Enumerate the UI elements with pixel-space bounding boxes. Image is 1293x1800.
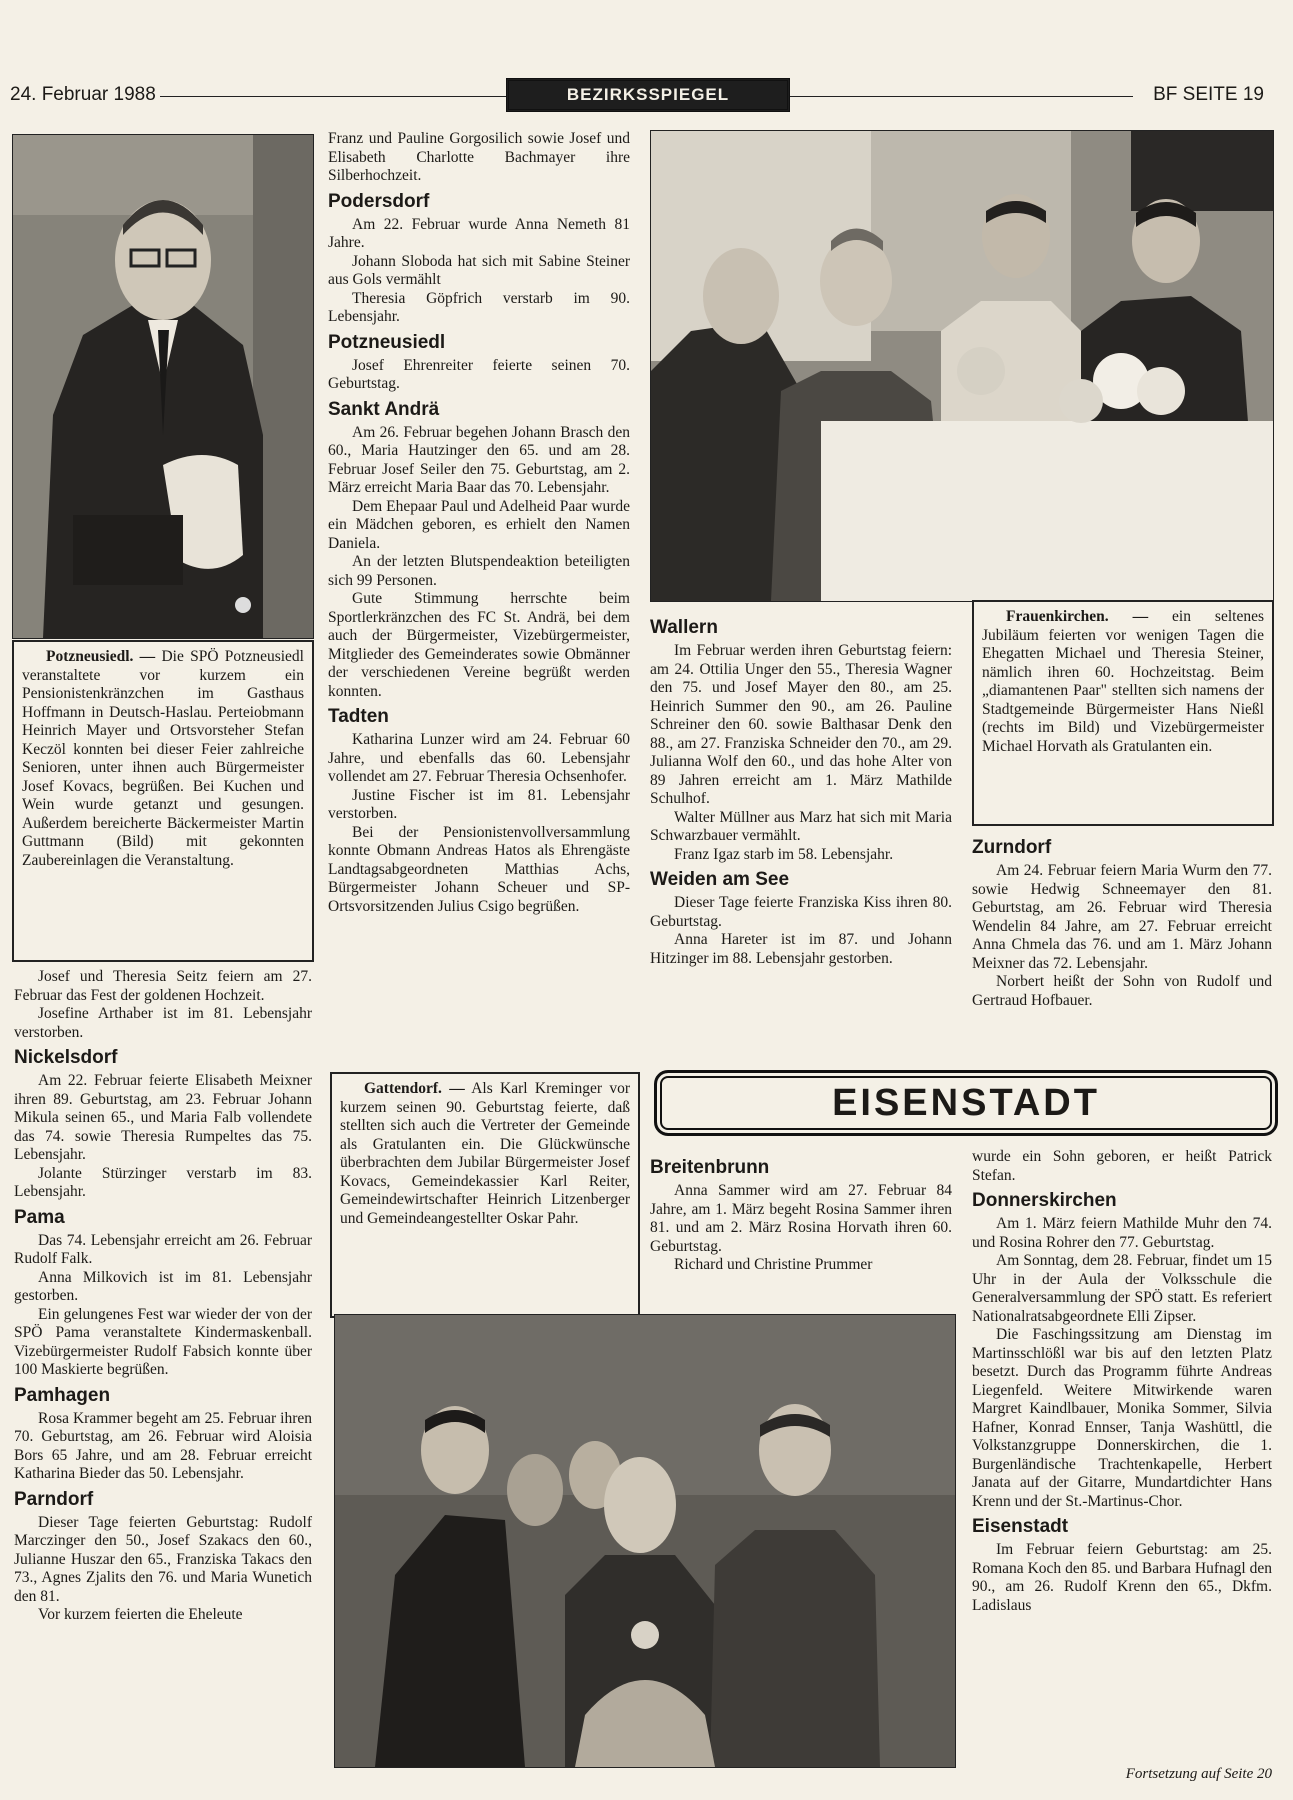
header-rule-right xyxy=(788,96,1133,97)
text-potzneusiedl-1: Josef Ehrenreiter feierte seinen 70. Geburtstag. xyxy=(328,356,630,392)
caption-text: Die SPÖ Potzneusiedl veranstaltete vor kurzem ein Pensionistenkränzchen im Gasthaus Hoffmann in Deutsch-Haslau. Perteiobmann Heinrich Mayer und Ortsvorsteher Stefan Keczöl konnten bei dieser Feier zahlreiche Senioren, unter ihnen auch Bürgermeister Josef Kovacs, begrüßen. Bei Kuchen und Wein wurde getanzt und gesungen. Außerdem bereicherte Bäckermeister Martin Guttmann (Bild) mit gekonnten Zaubereinlagen die Veranstaltung. xyxy=(22,648,304,869)
text-pamhagen-1: Rosa Krammer begeht am 25. Februar ihren 70. Geburtstag, am 26. Februar wird Aloisia Bors 65 Jahre, und am 28. Februar erreicht Katharina Bieder das 50. Lebensjahr. xyxy=(14,1409,312,1482)
continuation-note: Fortsetzung auf Seite 20 xyxy=(1125,1766,1272,1782)
text-pama-2: Anna Milkovich ist im 81. Lebensjahr gestorben. xyxy=(14,1268,312,1304)
header-rule-left xyxy=(156,96,506,97)
column-eisenstadt-a xyxy=(650,1152,952,1275)
column-2 xyxy=(328,130,630,916)
text-tadten-1: Katharina Lunzer wird am 24. Februar 60 Jahre, und ebenfalls das 60. Lebensjahr vollendet am 27. Februar Theresia Ochsenhofer. xyxy=(328,731,630,785)
heading-weiden: Weiden am See xyxy=(650,869,790,890)
heading-nickelsdorf: Nickelsdorf xyxy=(14,1047,118,1068)
heading-parndorf: Parndorf xyxy=(14,1488,94,1510)
frauenkirchen-text: ein seltenes Jubiläum feierten vor wenigen Tagen die Ehegatten Michael und Theresia Steiner, nämlich ihren 60. Hochzeitstag. Beim „diamantenen Paar" stellten sich namens der Stadtgemeinde Bürgermeister Hans Nießl (rechts im Bild) und Vizebürgermeister Michael Horvath als Gratulanten ein. xyxy=(982,608,1264,755)
text-tadten-2: Justine Fischer ist im 81. Lebensjahr verstorben. xyxy=(328,786,630,822)
text-wallern-1: Im Februar werden ihren Geburtstag feiern: am 24. Ottilia Unger den 55., Theresia Wagner den 75. und Josef Mayer den 80., am 25. Heinrich Summer den 90., am 26. Pauline Schreiner den 60. sowie Balthasar Denk den 88., am 27. Franziska Schneider den 70., am 29. Julianna Wolf den 60., und das hohe Alter von 89 Jahren erreicht am 1. März Mathilde Schulhof. xyxy=(650,642,952,807)
caption-frauenkirchen xyxy=(972,600,1274,826)
photo-magician xyxy=(12,134,314,639)
text-donnerskirchen-2: Am Sonntag, dem 28. Februar, findet um 15 Uhr in der Aula der Volksschule die Generalversammlung der SPÖ statt. Es referiert Nationalratsabgeordnete Elli Zipser. xyxy=(972,1252,1272,1325)
text-podersdorf-1: Am 22. Februar wurde Anna Nemeth 81 Jahre. xyxy=(328,215,630,251)
text-donnerskirchen-1: Am 1. März feiern Mathilde Muhr den 74. und Rosina Rohrer den 77. Geburtstag. xyxy=(972,1215,1272,1251)
text-zurndorf-2: Norbert heißt der Sohn von Rudolf und Gertraud Hofbauer. xyxy=(972,973,1272,1009)
page-number: BF SEITE 19 xyxy=(1149,84,1268,106)
heading-wallern: Wallern xyxy=(650,617,718,638)
heading-pamhagen: Pamhagen xyxy=(14,1384,111,1406)
text-weiden-2: Anna Hareter ist im 87. und Johann Hitzinger im 88. Lebensjahr gestorben. xyxy=(650,931,952,967)
photo-gattendorf-graphic xyxy=(335,1315,955,1767)
text-parndorf-2: Vor kurzem feierten die Eheleute xyxy=(38,1606,243,1623)
caption-gattendorf xyxy=(330,1072,640,1318)
page-header xyxy=(6,84,1268,108)
photo-frauenkirchen xyxy=(650,130,1274,602)
caption-potzneusiedl xyxy=(12,640,314,962)
text-sa-2: Dem Ehepaar Paul und Adelheid Paar wurde ein Mädchen geboren, es erhielt den Namen Daniela. xyxy=(328,497,630,552)
text-breitenbrunn-1: Anna Sammer wird am 27. Februar 84 Jahre, am 1. März begeht Rosina Sammer ihren 81. und am 2. März Rosina Horvath ihren 60. Geburtstag. xyxy=(650,1182,952,1255)
text-arthaber: Josefine Arthaber ist im 81. Lebensjahr verstorben. xyxy=(14,1005,312,1041)
text-breitenbrunn-2: Richard und Christine Prummer xyxy=(674,1256,873,1273)
frauenkirchen-lead: Frauenkirchen. — xyxy=(1006,608,1149,625)
heading-zurndorf: Zurndorf xyxy=(972,837,1052,858)
text-eisenstadt-1: Im Februar feiern Geburtstag: am 25. Romana Koch den 85. und Barbara Hufnagl den 90., am 26. Rudolf Krenn den 65., Dkfm. Ladislaus xyxy=(972,1541,1272,1614)
text-weiden-1: Dieser Tage feierte Franziska Kiss ihren 80. Geburtstag. xyxy=(650,894,952,930)
photo-magician-graphic xyxy=(13,135,313,638)
column-3 xyxy=(650,612,952,968)
text-sa-1: Am 26. Februar begehen Johann Brasch den 60., Maria Hautzinger den 65. und am 28. Februar Josef Seiler den 75. Geburtstag, am 2. März erreicht Maria Baar das 70. Lebensjahr. xyxy=(328,423,630,496)
text-podersdorf-2: Johann Sloboda hat sich mit Sabine Steiner aus Gols vermählt xyxy=(328,252,630,288)
text-pama-3: Ein gelungenes Fest war wieder der von der SPÖ Pama veranstaltete Kindermaskenball. Vizebürgermeister Rudolf Fabsich konnte über 100 Maskierte begrüßen. xyxy=(14,1305,312,1378)
column-4 xyxy=(972,832,1272,1010)
photo-frauenkirchen-graphic xyxy=(651,131,1273,601)
text-parndorf-1: Dieser Tage feierten Geburtstag: Rudolf Marczinger den 50., Josef Szakacs den 60., Julianne Huszar den 65., Franziska Takacs den 73., Agnes Zjalits den 76. und Maria Wunetich den 81. xyxy=(14,1513,312,1605)
heading-tadten: Tadten xyxy=(328,706,389,727)
heading-sankt-andrae: Sankt Andrä xyxy=(328,398,440,420)
caption-lead: Potzneusiedl. — xyxy=(46,648,156,665)
text-nickelsdorf-2: Jolante Stürzinger verstarb im 83. Lebensjahr. xyxy=(14,1164,312,1200)
text-wallern-3: Franz Igaz starb im 58. Lebensjahr. xyxy=(674,845,894,863)
gattendorf-text: Als Karl Kreminger vor kurzem seinen 90. Geburtstag feierte, daß stellten sich auch die Vertreter der Gemeinde als Gratulanten ein. Die Glückwünsche überbrachten dem Jubilar Bürgermeister Josef Kovacs, Gemeindekassier Karl Reiter, Gemeindewirtschafter Heinrich Litzenberger und Gemeindeangestellter Oskar Pahr. xyxy=(340,1080,631,1227)
column-1 xyxy=(14,968,312,1625)
column-eisenstadt-b xyxy=(972,1148,1272,1615)
eisenstadt-banner: EISENSTADT xyxy=(654,1070,1278,1136)
heading-pama: Pama xyxy=(14,1206,65,1228)
text-pama-1: Das 74. Lebensjahr erreicht am 26. Februar Rudolf Falk. xyxy=(14,1231,312,1267)
heading-eisenstadt: Eisenstadt xyxy=(972,1516,1069,1537)
photo-gattendorf xyxy=(334,1314,956,1768)
text-sa-4: Gute Stimmung herrschte beim Sportlerkränzchen des FC St. Andrä, bei dem auch der Bürgermeister, Vizebürgermeister, Mitglieder des Gemeinderates sowie Obmänner der verschiedenen Vereine begrüßt werden konnten. xyxy=(328,590,630,700)
text-tadten-3: Bei der Pensionistenvollversammlung konnte Obmann Andreas Hatos als Ehrengäste Landtagsabgeordneten Matthias Achs, Bürgermeister Johann Scheuer und SP-Ortsvorsitzenden Julius Csigo begrüßen. xyxy=(328,823,630,915)
gattendorf-lead: Gattendorf. — xyxy=(364,1080,465,1097)
text-silberhochzeit: Franz und Pauline Gorgosilich sowie Josef und Elisabeth Charlotte Bachmayer ihre Silberhochzeit. xyxy=(328,130,630,184)
heading-potzneusiedl: Potzneusiedl xyxy=(328,331,446,353)
issue-date: 24. Februar 1988 xyxy=(6,84,160,106)
text-seitz: Josef und Theresia Seitz feiern am 27. Februar das Fest der goldenen Hochzeit. xyxy=(14,968,312,1004)
text-wallern-2: Walter Müllner aus Marz hat sich mit Maria Schwarzbauer vermählt. xyxy=(650,808,952,844)
text-zurndorf-1: Am 24. Februar feiern Maria Wurm den 77. sowie Hedwig Schneemayer den 81. Geburtstag, am 26. Februar wird Theresia Wendelin 84 Jahre, am 27. Februar erreicht Anna Chmela das 76. und am 1. März Johann Meixner das 72. Lebensjahr. xyxy=(972,862,1272,972)
heading-breitenbrunn: Breitenbrunn xyxy=(650,1157,770,1178)
section-title: BEZIRKSSPIEGEL xyxy=(506,78,790,112)
heading-podersdorf: Podersdorf xyxy=(328,190,430,212)
text-nickelsdorf-1: Am 22. Februar feierte Elisabeth Meixner ihren 89. Geburtstag, am 23. Februar Johann Mikula seinen 65., und Maria Falb vollendete das 74. sowie Theresia Rumpeltes das 75. Lebensjahr. xyxy=(14,1072,312,1163)
text-podersdorf-3: Theresia Göpfrich verstarb im 90. Lebensjahr. xyxy=(328,289,630,325)
text-sohn: wurde ein Sohn geboren, er heißt Patrick Stefan. xyxy=(972,1148,1272,1184)
text-donnerskirchen-3: Die Faschingssitzung am Dienstag im Martinsschlößl war bis auf den letzten Platz besetzt. Durch das Programm führte Andreas Liegenfeld. Weitere Mitwirkende waren Margret Kaindlbauer, Monika Sommer, Silvia Hafner, Konrad Ennser, Tanja Washüttl, die Volkstanzgruppe Donnerskirchen, die 1. Burgenländische Trachtenkapelle, Herbert Janata auf der Gitarre, Mundartdichter Hans Krenn und der St.-Martinus-Chor. xyxy=(972,1326,1272,1510)
text-sa-3: An der letzten Blutspendeaktion beteiligten sich 99 Personen. xyxy=(328,553,630,589)
heading-donnerskirchen: Donnerskirchen xyxy=(972,1190,1117,1211)
